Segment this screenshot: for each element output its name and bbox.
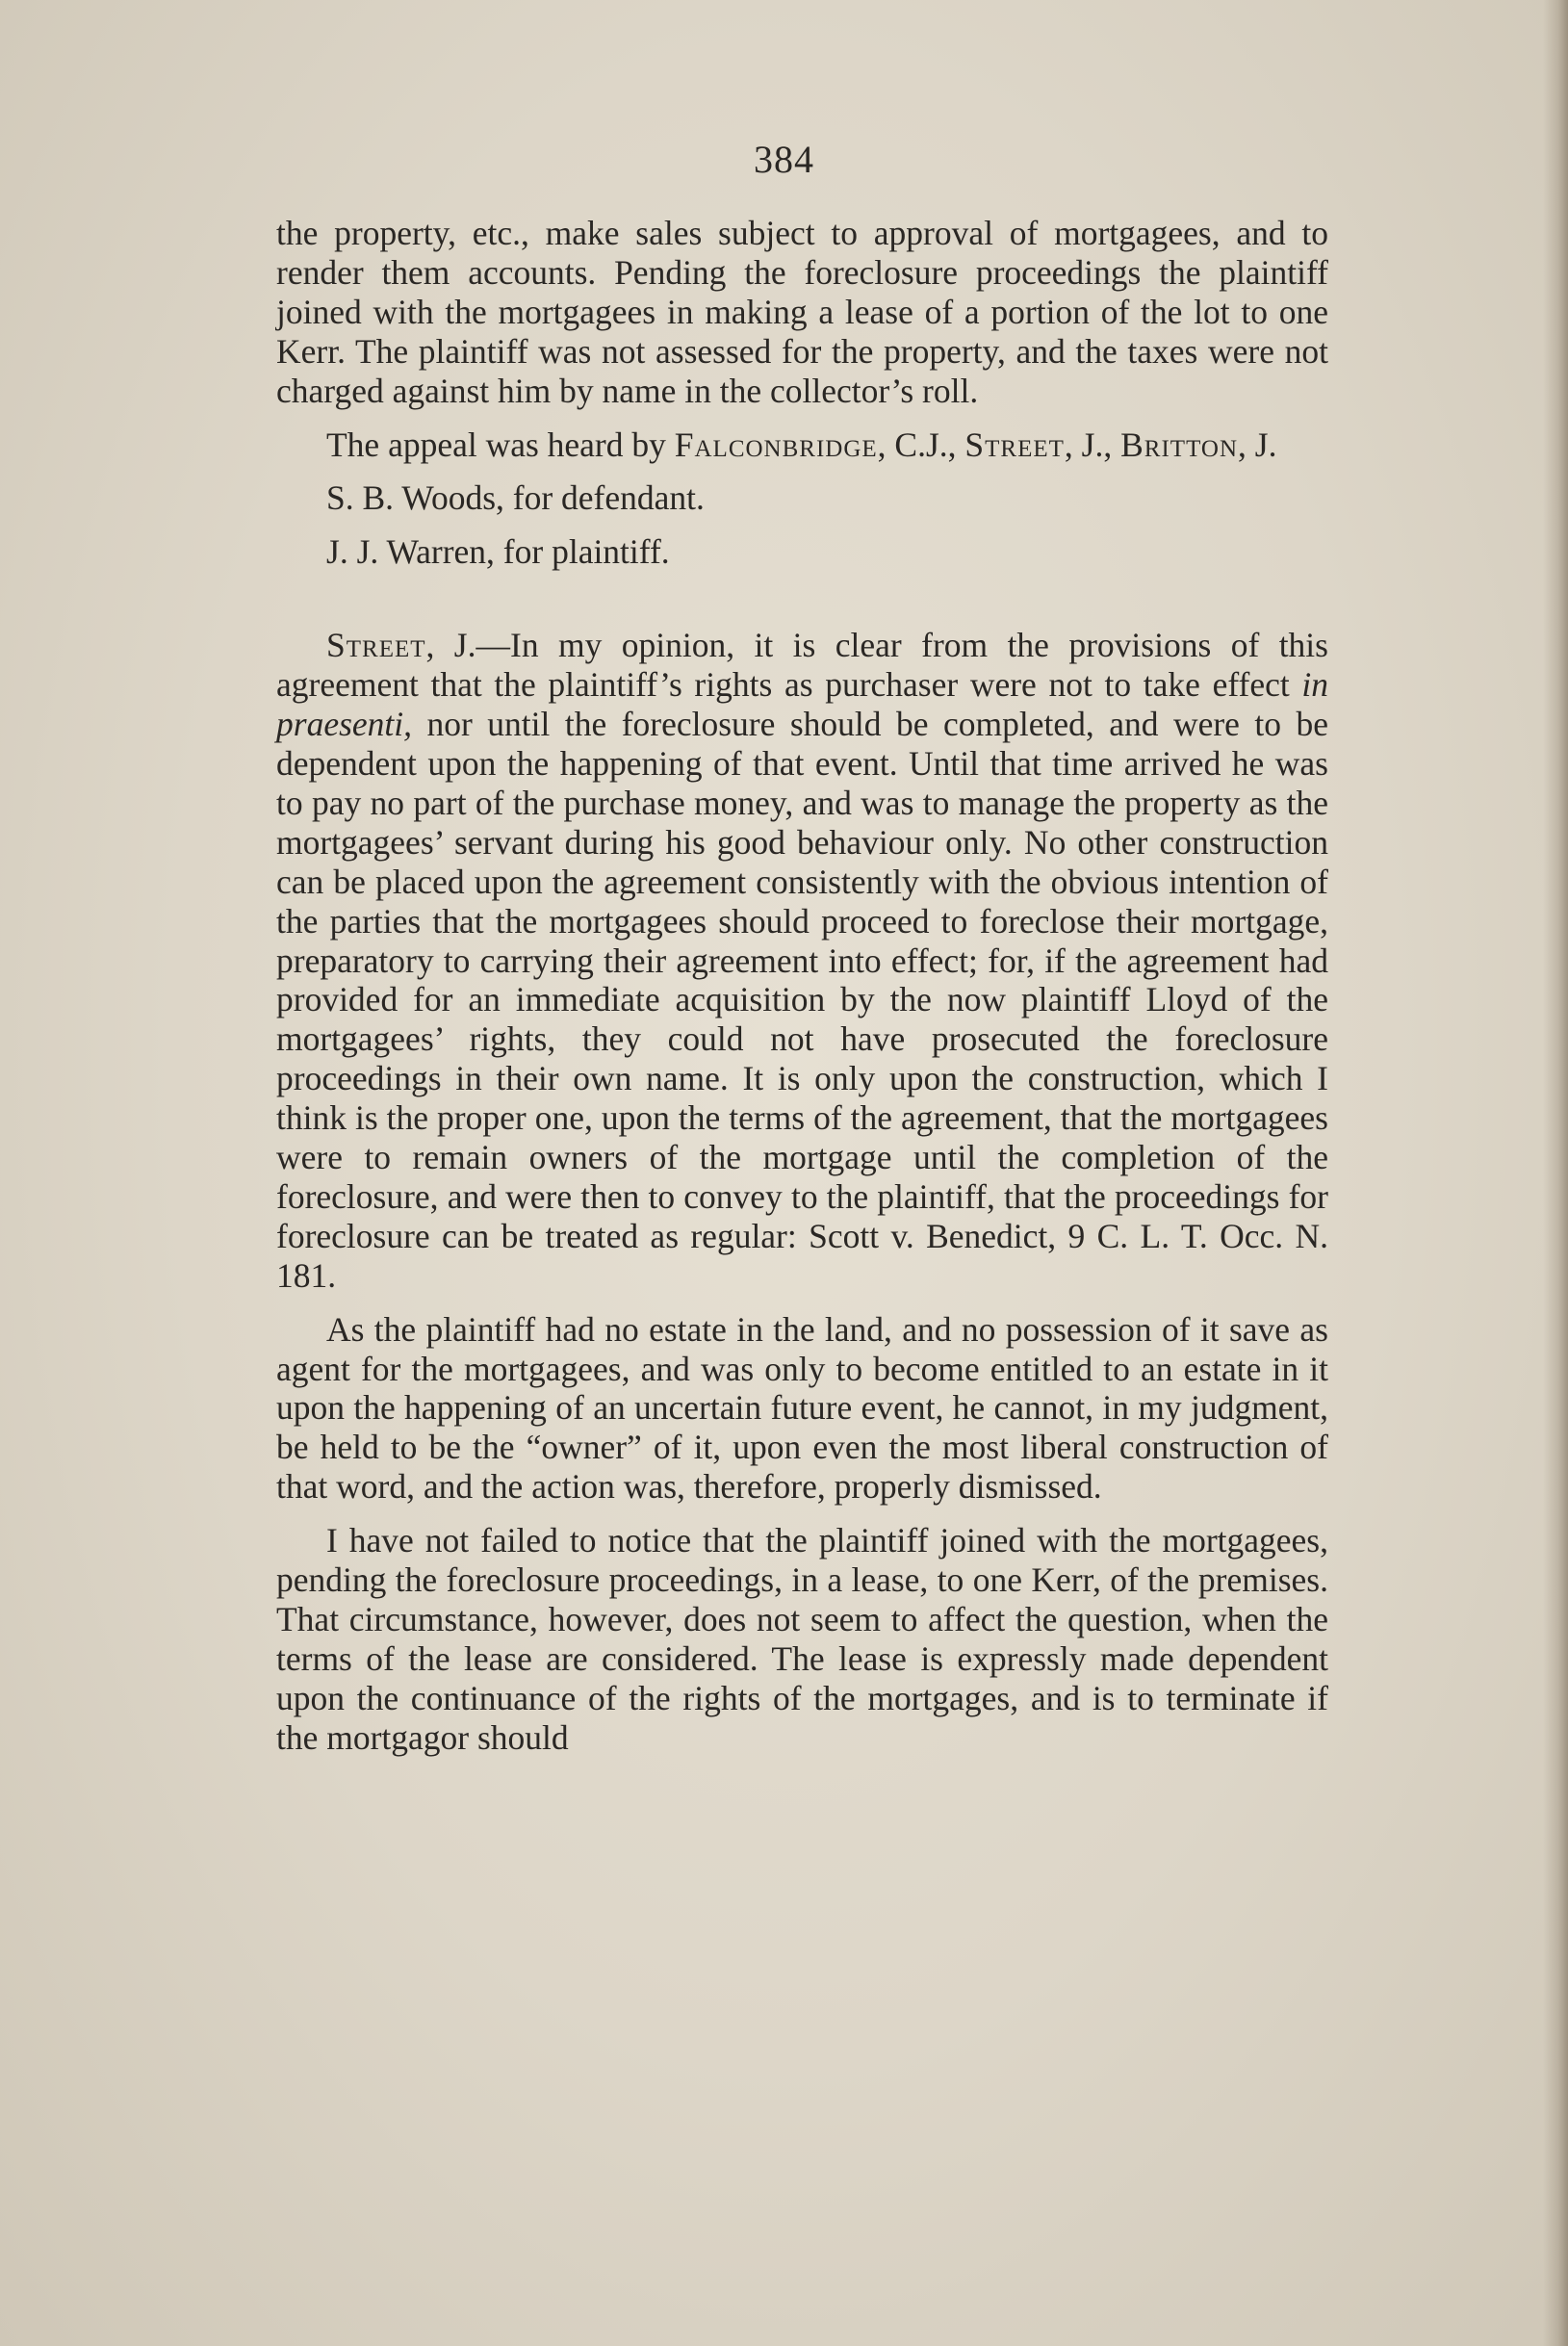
page-number: 384 [754, 138, 814, 181]
counsel-defendant: S. B. Woods, for defendant. [326, 478, 705, 518]
judgment-judge-name: Street [326, 626, 426, 665]
paragraph-appeal-heard [276, 425, 1328, 465]
appeal-text-mid1: , C.J., [877, 425, 965, 464]
judgment-rest-text: nor until the foreclosure should be completed, and were to be dependent upon the happening of that event. Until that time arrived he was to pay no part of the purchase money, and was to manage the property as the mortgagees’ servant during his good behaviour only. No other construction can be placed upon the agreement consistently with the obvious intention of the parties that the mortgagees should proceed to foreclose their mortgage, preparatory to carrying their agreement into effect; for, if the agreement had provided for an immediate acquisition by the now plaintiff Lloyd of the mortgagees’ rights, they could not have prosecuted the foreclosure proceedings in their own name. It is only upon the construction, which I think is the proper one, upon the terms of the agreement, that the mortgagees were to remain owners of the mortgage until the completion of the foreclosure, and were then to convey to the plaintiff, that the proceedings for foreclosure can be treated as regular: Scott v. Benedict, 9 C. L. T. Occ. N. 181. [276, 705, 1328, 1295]
paragraph-judgment-opening [276, 626, 1328, 1295]
counsel-plaintiff: J. J. Warren, for plaintiff. [326, 532, 670, 572]
page-edge-shadow [1543, 0, 1568, 2346]
judge-britton: Britton [1120, 425, 1239, 464]
latin-phrase: in praesenti, [276, 665, 1328, 744]
judge-falconbridge: Falconbridge [674, 425, 878, 464]
judge-street: Street [964, 425, 1065, 464]
judgment-lead-text: , J.—In my opinion, it is clear from the provisions of this agreement that the plaintiff’s rights as purchaser were not to take effect [276, 626, 1328, 705]
appeal-text-before: The appeal was heard by [326, 425, 675, 464]
appeal-text-after: , J. [1238, 425, 1277, 464]
paragraph-lease: I have not failed to notice that the plaintiff joined with the mortgagees, pending the foreclosure proceedings, in a lease, to one Kerr, of the premises. That circumstance, however, does not seem to affect the question, when the terms of the lease are considered. The lease is expressly made dependent upon the continuance of the rights of the mortgages, and is to terminate if the mortgagor should [276, 1521, 1328, 1757]
paragraph-facts: the property, etc., make sales subject to approval of mortgagees, and to render them accounts. Pending the foreclosure proceedings the plaintiff joined with the mortgagees in making a lease of a portion of the lot to one Kerr. The plaintiff was not assessed for the property, and the taxes were not charged against him by name in the collector’s roll. [276, 214, 1328, 410]
paragraph-owner: As the plaintiff had no estate in the land, and no possession of it save as agent for the mortgagees, and was only to become entitled to an estate in it upon the happening of an uncertain future event, he cannot, in my judgment, be held to be the “owner” of it, upon even the most liberal construction of that word, and the action was, therefore, properly dismissed. [276, 1309, 1328, 1507]
appeal-text-mid2: , J., [1064, 425, 1121, 464]
body-text [276, 214, 1328, 1758]
